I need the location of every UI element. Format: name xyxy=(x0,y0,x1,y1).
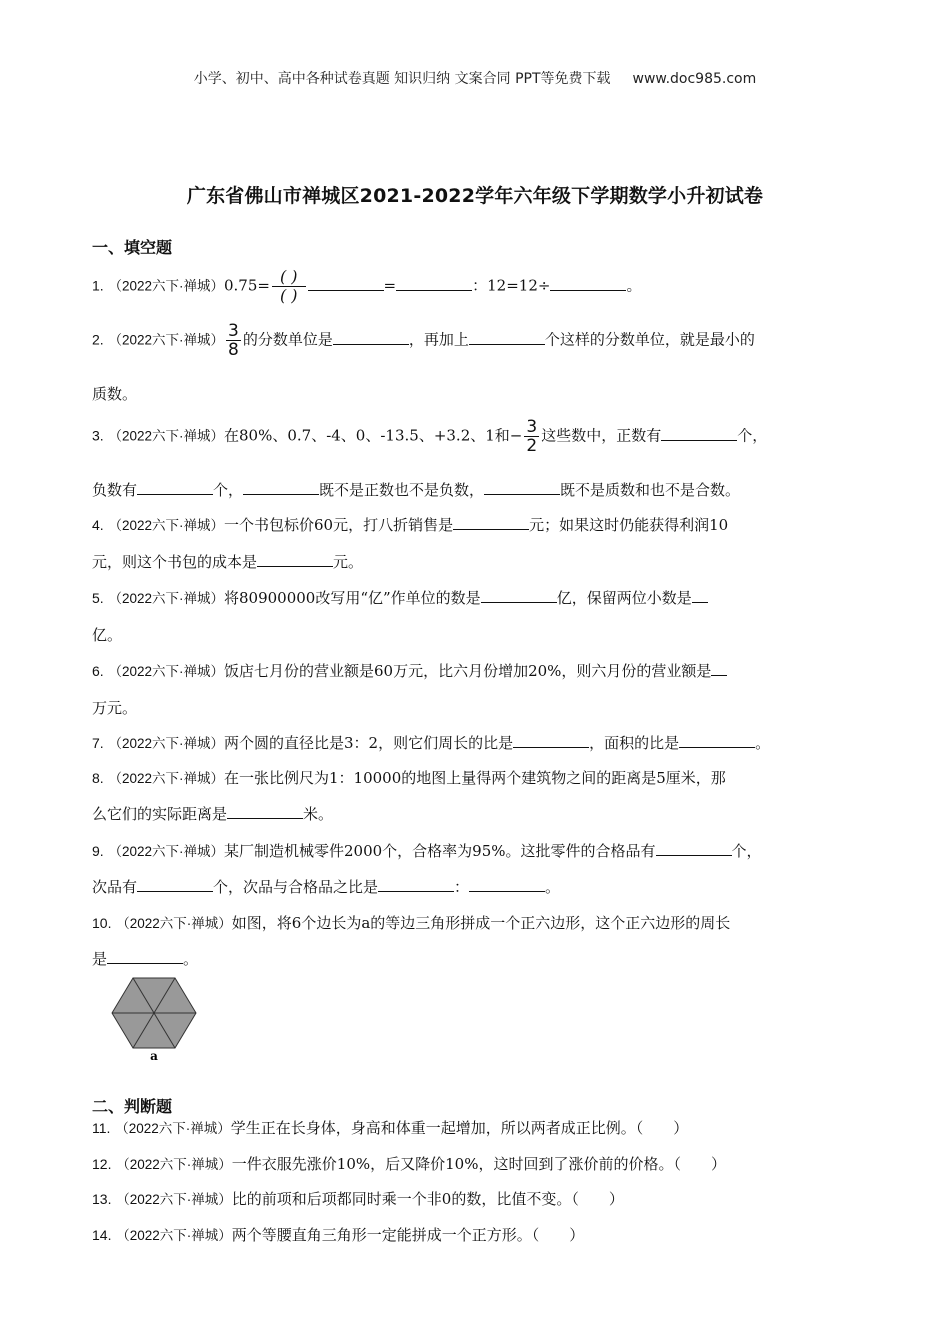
fraction-blank[interactable]: $\frac{( )}{( )}$ xyxy=(272,268,306,305)
question-8-cont: 么它们的实际距离是 米。 xyxy=(92,805,334,823)
question-6-cont: 万元。 xyxy=(92,699,138,717)
section-fill-in: 一、填空题 xyxy=(92,238,173,257)
answer-blank[interactable] xyxy=(137,879,213,892)
question-5-cont: 亿。 xyxy=(92,626,123,644)
question-9-cont: 次品有 个，次品与合格品之比是 ： 。 xyxy=(92,878,561,896)
question-10-cont: 是 。 xyxy=(92,950,199,968)
fraction: $\frac{3}{2}$ xyxy=(526,417,538,456)
question-5: 5. （2022六下·禅城）将80900000改写用“亿”作单位的数是 亿，保留两位小数是 xyxy=(92,587,708,608)
question-3: 3. （2022六下·禅城）在80%、0.7、-4、0、-13.5、+3.2、1和− $\frac{3}{2}$ 这些数中，正数有 个， xyxy=(92,417,768,456)
question-12: 12. （2022六下·禅城）一件衣服先涨价10%，后又降价10%，这时回到了涨价前的价格。（ ） xyxy=(92,1155,726,1173)
source-tag: （2022六下·禅城） xyxy=(115,1121,231,1136)
answer-blank[interactable] xyxy=(308,278,384,291)
question-6: 6. （2022六下·禅城）饭店七月份的营业额是60万元，比六月份增加20%，则六月份的营业额是 xyxy=(92,660,727,681)
question-7: 7. （2022六下·禅城）两个圆的直径比是3：2，则它们周长的比是 ，面积的比是 。 xyxy=(92,734,771,752)
hexagon-side-label: a xyxy=(150,1049,158,1063)
source-tag: （2022六下·禅城） xyxy=(108,591,224,606)
section-judge: 二、判断题 xyxy=(92,1097,173,1116)
answer-blank[interactable] xyxy=(333,332,409,345)
answer-blank[interactable] xyxy=(243,482,319,495)
source-tag: （2022六下·禅城） xyxy=(108,736,224,751)
source-tag: （2022六下·禅城） xyxy=(108,332,224,348)
header-text: 小学、初中、高中各种试卷真题 知识归纳 文案合同 PPT等免费下载 xyxy=(193,71,611,87)
question-9: 9. （2022六下·禅城）某厂制造机械零件2000个，合格率为95%。这批零件的合格品有 个， xyxy=(92,842,762,860)
page-header xyxy=(0,68,950,88)
question-11: 11. （2022六下·禅城）学生正在长身体，身高和体重一起增加，所以两者成正比例。（ ） xyxy=(92,1119,689,1137)
header-url[interactable]: www.doc985.com xyxy=(632,71,757,87)
source-tag: （2022六下·禅城） xyxy=(108,844,224,859)
source-tag: （2022六下·禅城） xyxy=(108,518,224,533)
answer-blank[interactable] xyxy=(453,517,529,530)
answer-blank[interactable] xyxy=(484,482,560,495)
hexagon-figure xyxy=(108,976,200,1064)
answer-blank[interactable] xyxy=(469,332,545,345)
source-tag: （2022六下·禅城） xyxy=(116,1228,232,1243)
source-tag: （2022六下·禅城） xyxy=(116,1157,232,1172)
source-tag: （2022六下·禅城） xyxy=(108,664,224,679)
question-1: 1. （2022六下·禅城）0.75= $\frac{( )}{( )}$ = ：12=12÷ 。 xyxy=(92,267,642,305)
source-tag: （2022六下·禅城） xyxy=(108,428,224,444)
answer-blank[interactable] xyxy=(137,482,213,495)
answer-blank[interactable] xyxy=(656,843,732,856)
answer-blank[interactable] xyxy=(227,806,303,819)
source-tag: （2022六下·禅城） xyxy=(116,916,232,931)
fraction: $\frac{3}{8}$ xyxy=(228,321,239,360)
answer-blank[interactable] xyxy=(711,663,727,676)
question-10: 10. （2022六下·禅城）如图，将6个边长为a的等边三角形拼成一个正六边形，这个正六边形的周长 xyxy=(92,914,731,932)
question-2-cont: 质数。 xyxy=(92,385,138,403)
answer-blank[interactable] xyxy=(679,735,755,748)
page-title: 广东省佛山市禅城区2021-2022学年六年级下学期数学小升初试卷 xyxy=(186,185,764,207)
question-14: 14. （2022六下·禅城）两个等腰直角三角形一定能拼成一个正方形。（ ） xyxy=(92,1226,585,1244)
answer-blank[interactable] xyxy=(107,951,183,964)
source-tag: （2022六下·禅城） xyxy=(116,1192,232,1207)
answer-blank[interactable] xyxy=(378,879,454,892)
question-13: 13. （2022六下·禅城）比的前项和后项都同时乘一个非0的数，比值不变。（ ） xyxy=(92,1190,624,1208)
answer-blank[interactable] xyxy=(661,428,737,441)
question-2: 2. （2022六下·禅城） $\frac{3}{8}$ 的分数单位是 ，再加上 个这样的分数单位，就是最小的 xyxy=(92,321,755,360)
source-tag: （2022六下·禅城） xyxy=(108,278,224,294)
question-8: 8. （2022六下·禅城）在一张比例尺为1：10000的地图上量得两个建筑物之间的距离是5厘米，那 xyxy=(92,769,726,787)
question-4-cont: 元，则这个书包的成本是 元。 xyxy=(92,553,364,571)
answer-blank[interactable] xyxy=(396,278,472,291)
answer-blank[interactable] xyxy=(550,278,626,291)
answer-blank[interactable] xyxy=(513,735,589,748)
answer-blank[interactable] xyxy=(257,554,333,567)
source-tag: （2022六下·禅城） xyxy=(108,771,224,786)
question-4: 4. （2022六下·禅城）一个书包标价60元，打八折销售是 元；如果这时仍能获得利润10 xyxy=(92,516,729,534)
answer-blank[interactable] xyxy=(481,590,557,603)
answer-blank[interactable] xyxy=(469,879,545,892)
hexagon-triangles xyxy=(112,978,196,1048)
answer-blank[interactable] xyxy=(692,590,708,603)
question-3-cont: 负数有 个， 既不是正数也不是负数， 既不是质数和也不是合数。 xyxy=(92,481,741,499)
